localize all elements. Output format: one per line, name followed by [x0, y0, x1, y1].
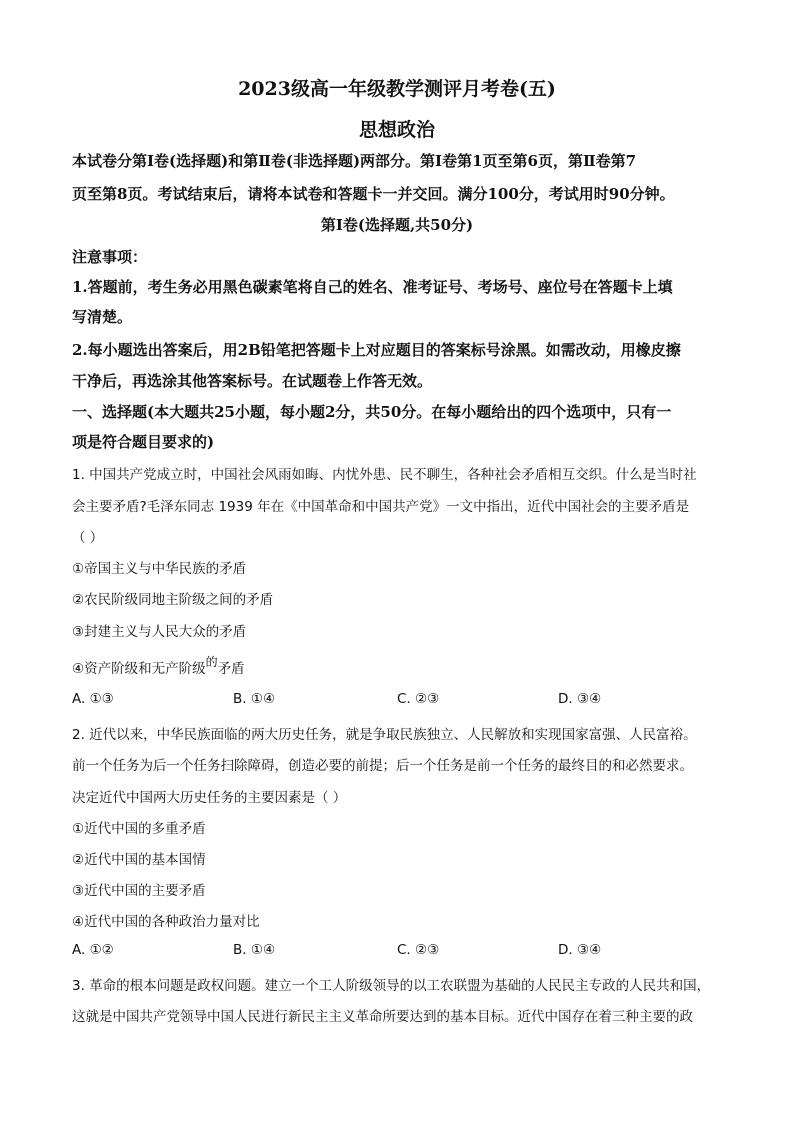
q2-option-a[interactable]: A. ①② — [72, 942, 114, 958]
q3-stem-line-2: 这就是中国共产党领导中国人民进行新民主主义革命所要达到的基本目标。近代中国存在着三种主要的政 — [72, 1009, 693, 1025]
q3-stem-line-1: 3. 革命的根本问题是政权问题。建立一个工人阶级领导的以工农联盟为基础的人民民主专政的人民共和国， — [72, 978, 711, 994]
q1-option-c[interactable]: C. ②③ — [397, 691, 440, 707]
section-1-line-1: 一、选择题(本大题共25小题，每小题2分，共50分。在每小题给出的四个选项中，只有一 — [72, 403, 672, 421]
note-1-line-2: 写清楚。 — [72, 308, 133, 326]
q1-statement-4-text-b: 矛盾 — [217, 661, 245, 677]
q2-option-c[interactable]: C. ②③ — [397, 942, 440, 958]
q2-option-d[interactable]: D. ③④ — [558, 942, 602, 958]
q1-statement-4-raised-char: 的 — [205, 655, 218, 669]
q2-stem-line-1: 2. 近代以来，中华民族面临的两大历史任务，就是争取民族独立、人民解放和实现国家富强、人民富裕。 — [72, 727, 697, 743]
q1-statement-1: ①帝国主义与中华民族的矛盾 — [72, 561, 247, 577]
q1-option-a[interactable]: A. ①③ — [72, 691, 114, 707]
q2-statement-2: ②近代中国的基本国情 — [72, 852, 206, 868]
q2-stem-line-3: 决定近代中国两大历史任务的主要因素是（ ） — [72, 790, 347, 806]
q1-stem-line-1: 1. 中国共产党成立时，中国社会风雨如晦、内忧外患、民不聊生，各种社会矛盾相互交织。什么是当时社 — [72, 467, 697, 483]
part-one-heading: 第Ⅰ卷(选择题,共50分) — [320, 216, 474, 234]
q2-stem-line-2: 前一个任务为后一个任务扫除障碍，创造必要的前提；后一个任务是前一个任务的最终目的和必然要求。 — [72, 758, 693, 774]
q1-statement-4 — [72, 657, 245, 677]
section-1-line-2: 项是符合题目要求的) — [72, 433, 215, 451]
note-1-line-1: 1.答题前，考生务必用黑色碳素笔将自己的姓名、准考证号、考场号、座位号在答题卡上填 — [72, 278, 673, 296]
note-2-line-1: 2.每小题选出答案后，用2B铅笔把答题卡上对应题目的答案标号涂黑。如需改动，用橡皮擦 — [72, 341, 681, 359]
q2-statement-4: ④近代中国的各种政治力量对比 — [72, 914, 260, 930]
q2-statement-1: ①近代中国的多重矛盾 — [72, 821, 206, 837]
subject-title: 思想政治 — [358, 119, 435, 141]
q1-statement-3: ③封建主义与人民大众的矛盾 — [72, 624, 247, 640]
q1-statement-4-text-a: ④资产阶级和无产阶级 — [72, 661, 206, 677]
notes-heading: 注意事项： — [72, 248, 148, 266]
q2-statement-3: ③近代中国的主要矛盾 — [72, 883, 206, 899]
q1-option-d[interactable]: D. ③④ — [558, 691, 602, 707]
q2-option-b[interactable]: B. ①④ — [233, 942, 276, 958]
q1-answer-bracket: （ ） — [72, 530, 104, 546]
intro-line-2: 页至第8页。考试结束后，请将本试卷和答题卡一并交回。满分100分，考试用时90分钟。 — [72, 185, 675, 203]
q1-statement-2: ②农民阶级同地主阶级之间的矛盾 — [72, 592, 274, 608]
q1-option-b[interactable]: B. ①④ — [233, 691, 276, 707]
intro-line-1: 本试卷分第Ⅰ卷(选择题)和第Ⅱ卷(非选择题)两部分。第Ⅰ卷第1页至第6页，第Ⅱ卷第7 — [72, 152, 637, 170]
q1-stem-line-2: 会主要矛盾?毛泽东同志 1939 年在《中国革命和中国共产党》一文中指出，近代中国社会的主要矛盾是 — [72, 499, 690, 515]
exam-title: 2023级高一年级教学测评月考卷(五) — [238, 78, 556, 100]
note-2-line-2: 干净后，再选涂其他答案标号。在试题卷上作答无效。 — [72, 372, 433, 390]
